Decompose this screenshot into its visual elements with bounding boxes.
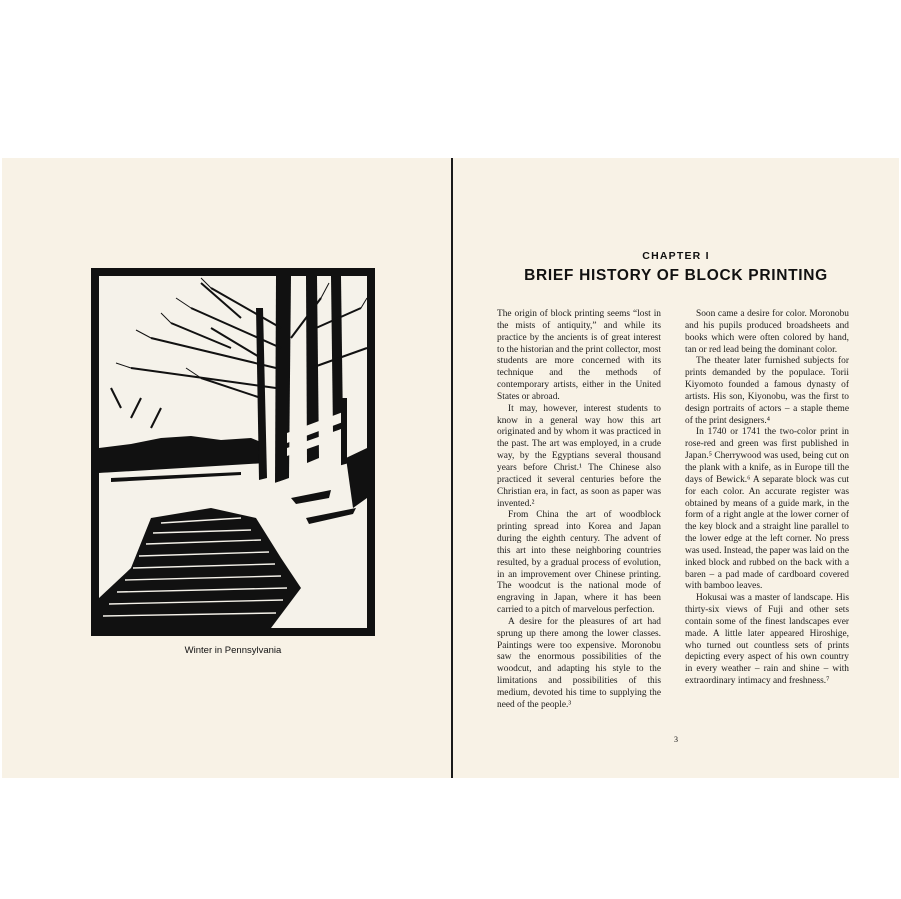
paragraph: From China the art of woodblock printing spread into Korea and Japan during the eighth century. The advent of this art into these neighboring countries resulted, by a gradual process of evolution, in an improvement over Chinese printing. The woodcut is the national mode of engraving in Japan, where it has been carried to a pitch of marvelous perfection. bbox=[497, 510, 661, 616]
text-column-2 bbox=[685, 309, 849, 688]
paragraph: The origin of block printing seems “lost in the mists of antiquity,” and while its practice by the ancients is of great interest to the historian and the print collector, most students are more concerned with its technique and the methods of contemporary artists, either in the United States or abroad. bbox=[497, 309, 661, 402]
winter-woodcut-illustration bbox=[91, 268, 375, 636]
page-number: 3 bbox=[674, 735, 678, 744]
paragraph: It may, however, interest students to know in a general way how this art originated and by whom it was practiced in the past. The art was employed, in a crude way, by the Egyptians several thousand years before Christ.¹ The Chinese also practiced it several centuries before the Christian era, in fact, as soon as paper was invented.² bbox=[497, 403, 661, 509]
right-page bbox=[453, 158, 899, 778]
woodcut-image bbox=[91, 268, 375, 636]
image-caption: Winter in Pennsylvania bbox=[184, 645, 282, 656]
left-page bbox=[2, 158, 451, 778]
paragraph: The theater later furnished subjects for prints demanded by the populace. Torii Kiyomoto founded a famous dynasty of artists. His son, Kiyonobu, was the first to design portraits of actors – a staple theme of the print designers.⁴ bbox=[685, 356, 849, 426]
paragraph: Soon came a desire for color. Moronobu and his pupils produced broadsheets and books which were often colored by hand, tan or red lead being the dominant color. bbox=[685, 309, 849, 355]
text-column-1 bbox=[497, 309, 661, 712]
chapter-label: CHAPTER I bbox=[642, 250, 710, 262]
paragraph: In 1740 or 1741 the two-color print in rose-red and green was first published in Japan.⁵ Cherrywood was used, being cut on the plank with a knife, as in Europe till the days of Bewick.⁶ A separate block was cut for each color. An accurate register was obtained by means of a guide mark, in the form of a right angle at the lower corner of the key block and a straight line parallel to the lower edge at the left corner. No press was used. Instead, the paper was laid on the inked block and rubbed on the back with a baren – a pad made of cardboard covered with bamboo leaves. bbox=[685, 427, 850, 592]
paragraph: A desire for the pleasures of art had sprung up there among the lower classes. Paintings were too expensive. Moronobu saw the enormous possibilities of the woodcut, and adapting his style to the limitations and possibilities of this medium, devoted his time to supplying the need of the people.³ bbox=[497, 616, 661, 710]
chapter-title: BRIEF HISTORY OF BLOCK PRINTING bbox=[524, 267, 828, 284]
paragraph: Hokusai was a master of landscape. His thirty-six views of Fuji and other sets contain some of the finest landscapes ever made. A little later appeared Hiroshige, who turned out countless sets of prints depicting every aspect of his own country in every weather – rain and shine – with extraordinary intimacy and freshness.⁷ bbox=[685, 593, 849, 687]
